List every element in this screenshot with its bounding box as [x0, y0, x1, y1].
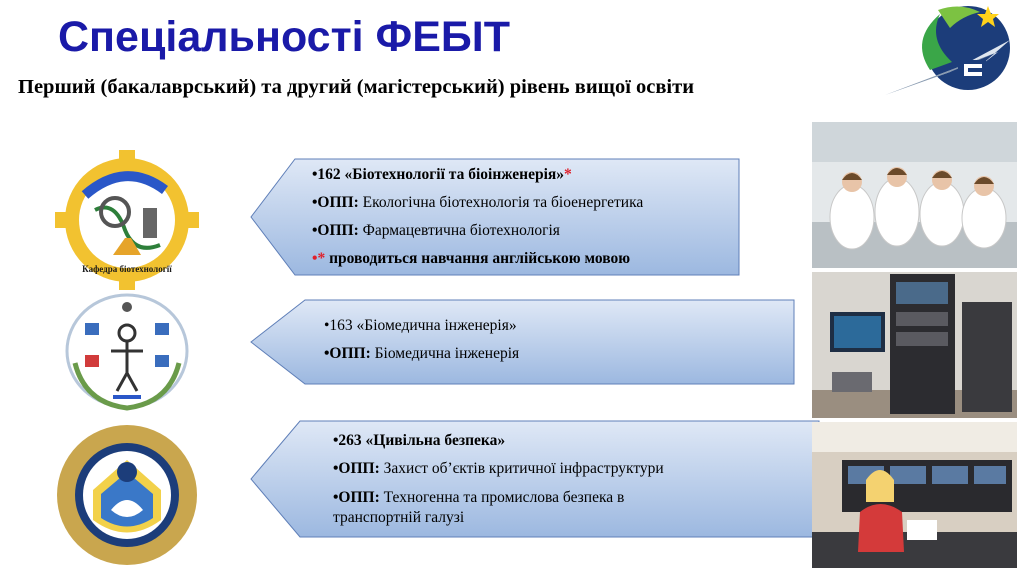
page-subtitle: Перший (бакалаврський) та другий (магістерський) рівень вищої освіти — [18, 76, 695, 98]
opp-line: •ОПП: Фармацевтична біотехнологія — [312, 222, 560, 239]
arrow-box-shape — [250, 299, 795, 385]
specialty-box-263 — [250, 420, 820, 538]
university-logo-icon — [880, 0, 1020, 100]
biotech-lab-photo — [812, 122, 1017, 268]
opp-line: •ОПП: Біомедична інженерія — [324, 345, 520, 362]
biotech-department-badge-icon — [55, 150, 200, 290]
opp-line: •ОПП: Техногенна та промислова безпека в транспортній галузі — [333, 489, 625, 526]
specialty-box-162 — [250, 158, 740, 276]
civil-safety-control-room-photo — [812, 422, 1017, 568]
badge-label: Кафедра біотехнології — [82, 264, 172, 274]
biomedical-department-badge-icon — [55, 293, 200, 418]
specialty-box-163 — [250, 299, 795, 385]
opp-line: •ОПП: Захист об’єктів критичної інфраструктури — [333, 460, 664, 477]
specialty-row-163 — [55, 293, 745, 418]
page-title: Спеціальності ФЕБІТ — [58, 13, 511, 61]
english-note: •* проводиться навчання англійською мовою — [312, 250, 631, 267]
specialty-title: •163 «Біомедична інженерія» — [324, 317, 517, 334]
english-star-marker: * — [564, 166, 572, 183]
specialty-title: •162 «Біотехнології та біоінженерія»* — [312, 166, 572, 183]
opp-line: •ОПП: Екологічна біотехнологія та біоенергетика — [312, 194, 644, 211]
civil-safety-department-badge-icon — [55, 420, 200, 570]
biomedical-lab-photo — [812, 272, 1017, 418]
specialty-row-263 — [55, 420, 745, 570]
specialty-row-162 — [55, 150, 745, 290]
specialty-title: •263 «Цивільна безпека» — [333, 432, 506, 449]
